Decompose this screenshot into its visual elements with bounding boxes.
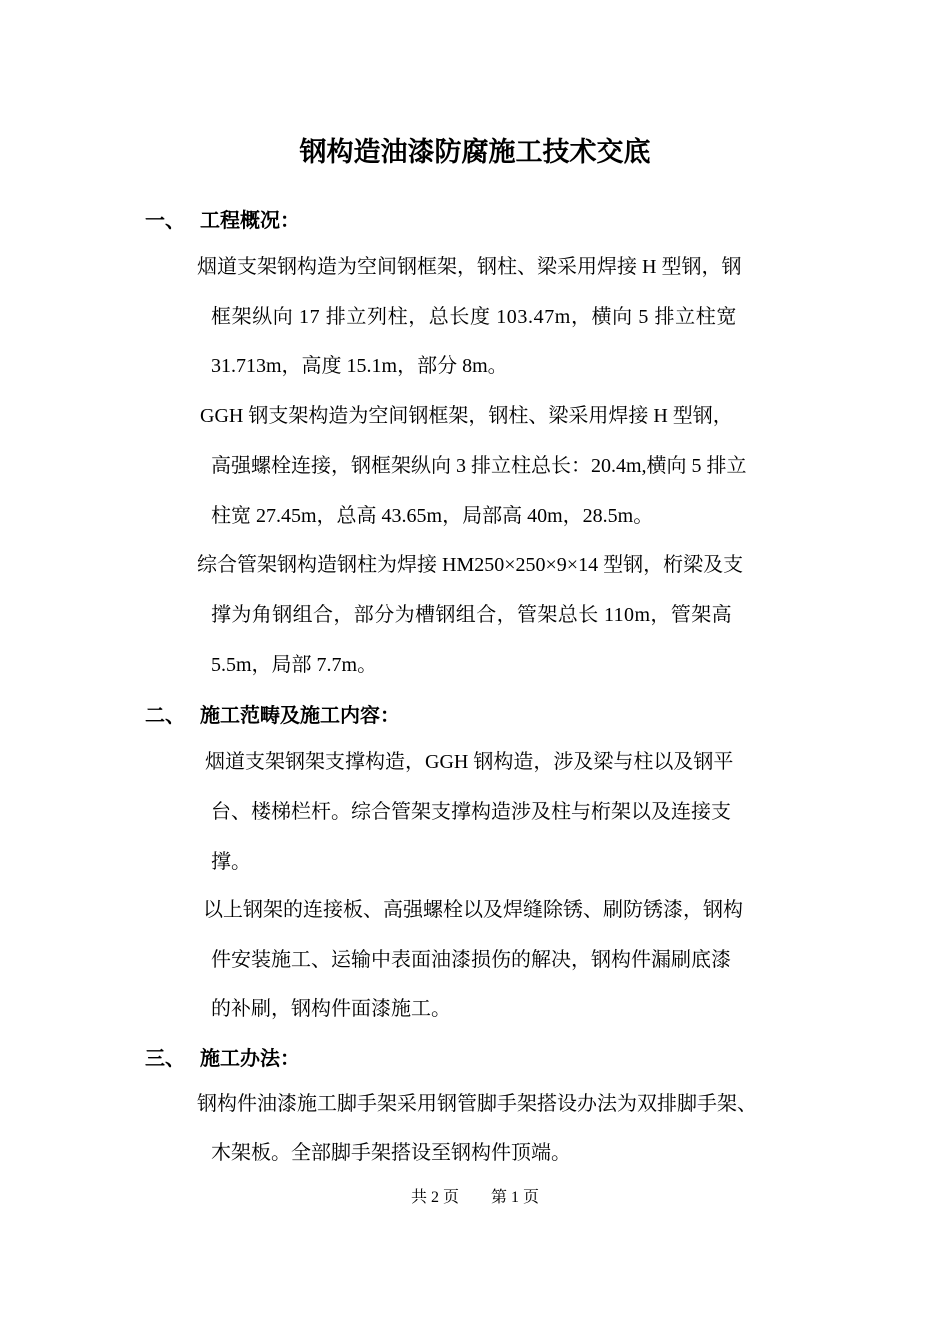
paragraph-line: 钢构件油漆施工脚手架采用钢管脚手架搭设办法为双排脚手架、 bbox=[197, 1093, 757, 1115]
section-title: 工程概况： bbox=[200, 210, 300, 232]
paragraph-line: 撑为角钢组合，部分为槽钢组合，管架总长 110m，管架高 bbox=[211, 604, 733, 626]
document-title: 钢构造油漆防腐施工技术交底 bbox=[299, 137, 651, 167]
section-number: 二、 bbox=[145, 705, 185, 727]
paragraph-line: 撑。 bbox=[211, 851, 251, 873]
section-number: 三、 bbox=[145, 1048, 185, 1070]
total-pages: 共 2 页 bbox=[410, 1189, 459, 1206]
page-footer bbox=[0, 1184, 950, 1207]
paragraph-line: 的补刷，钢构件面漆施工。 bbox=[211, 998, 451, 1020]
section-title: 施工范畴及施工内容： bbox=[200, 705, 400, 727]
paragraph-line: 框架纵向 17 排立列柱，总长度 103.47m，横向 5 排立柱宽 bbox=[211, 306, 737, 328]
paragraph-line: 综合管架钢构造钢柱为焊接 HM250×250×9×14 型钢，桁梁及支 bbox=[197, 554, 744, 576]
paragraph-line: 烟道支架钢构造为空间钢框架，钢柱、梁采用焊接 H 型钢，钢 bbox=[197, 256, 742, 278]
paragraph-line: 31.713m，高度 15.1m，部分 8m。 bbox=[211, 355, 508, 377]
section-number: 一、 bbox=[145, 210, 185, 232]
paragraph-line: 台、楼梯栏杆。综合管架支撑构造涉及柱与桁架以及连接支 bbox=[211, 801, 731, 823]
paragraph-line: 烟道支架钢架支撑构造，GGH 钢构造，涉及梁与柱以及钢平 bbox=[205, 751, 734, 773]
paragraph-line: 5.5m，局部 7.7m。 bbox=[211, 654, 378, 676]
paragraph-line: 木架板。全部脚手架搭设至钢构件顶端。 bbox=[211, 1142, 571, 1164]
current-page: 第 1 页 bbox=[491, 1189, 540, 1206]
paragraph-line: 柱宽 27.45m，总高 43.65m，局部高 40m，28.5m。 bbox=[211, 505, 654, 527]
paragraph-line: 高强螺栓连接，钢框架纵向 3 排立柱总长：20.4m,横向 5 排立 bbox=[211, 455, 747, 477]
paragraph-line: 以上钢架的连接板、高强螺栓以及焊缝除锈、刷防锈漆，钢构 bbox=[203, 899, 743, 921]
section-title: 施工办法： bbox=[200, 1048, 300, 1070]
paragraph-line: GGH 钢支架构造为空间钢框架，钢柱、梁采用焊接 H 型钢， bbox=[200, 405, 733, 427]
paragraph-line: 件安装施工、运输中表面油漆损伤的解决，钢构件漏刷底漆 bbox=[211, 949, 731, 971]
